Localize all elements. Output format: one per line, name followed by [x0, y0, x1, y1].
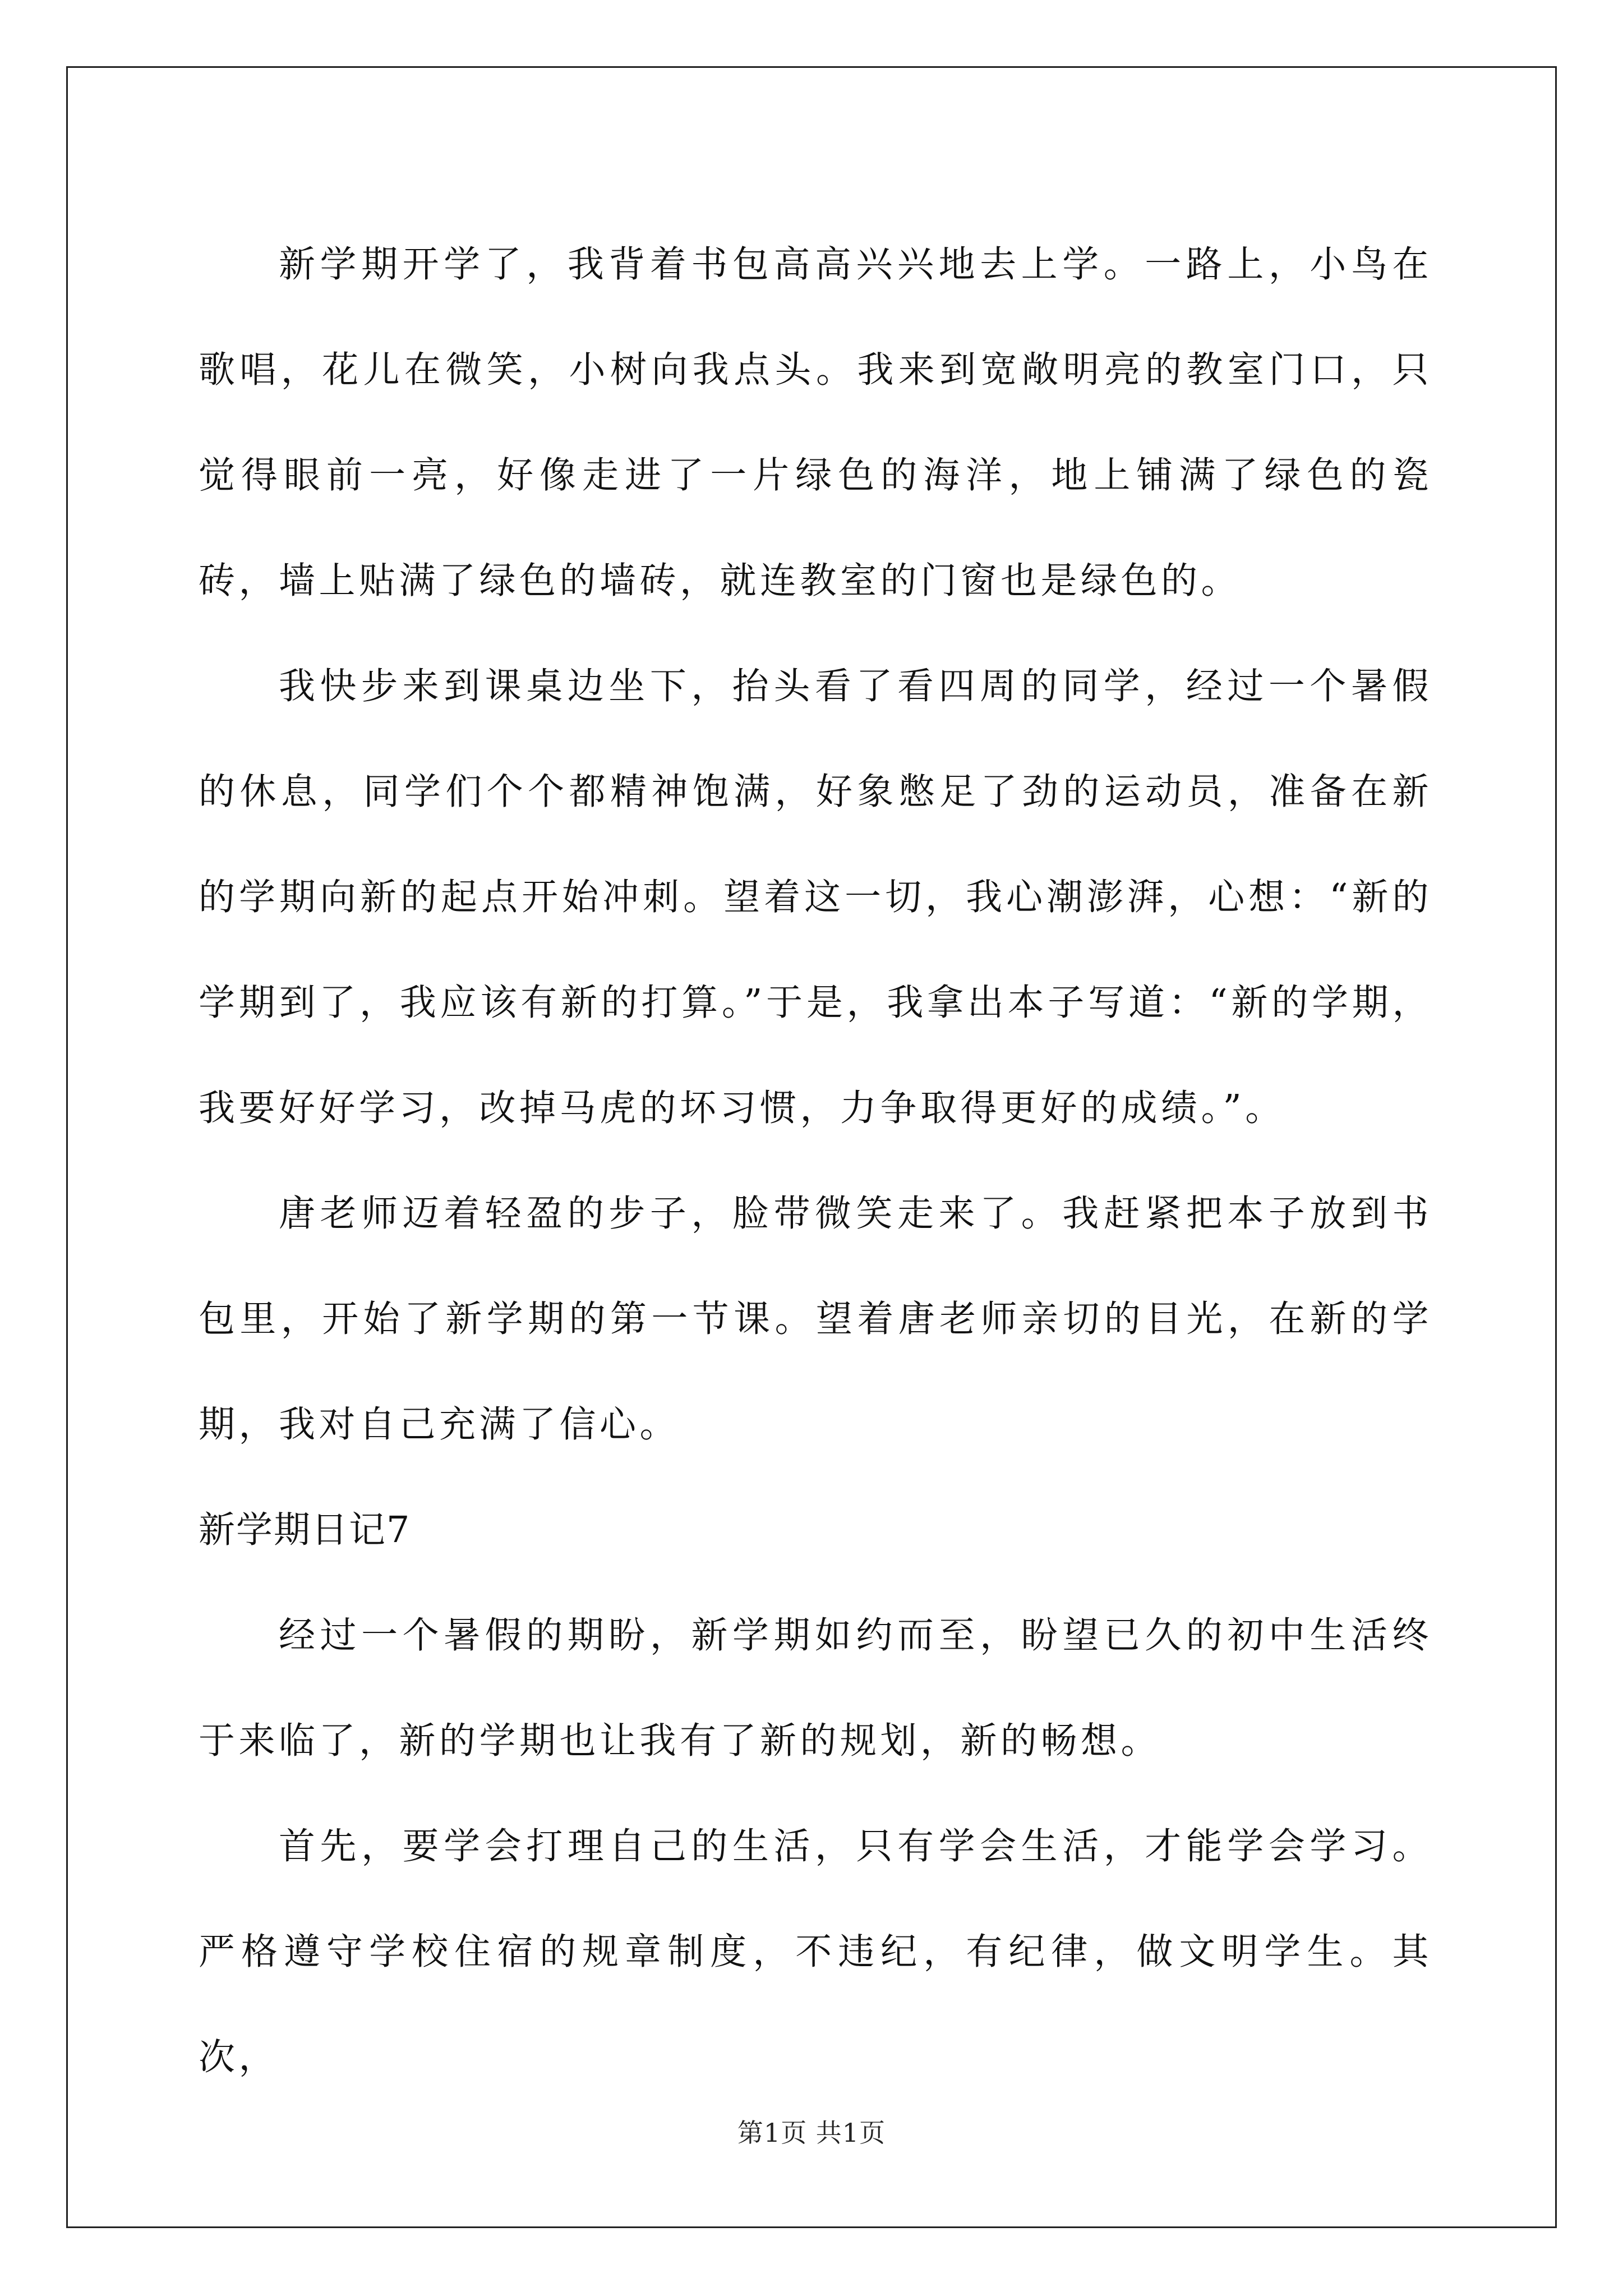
paragraph-first-day: 新学期开学了，我背着书包高高兴兴地去上学。一路上，小鸟在歌唱，花儿在微笑，小树向我点头。我来到宽敞明亮的教室门口，只觉得眼前一亮，好像走进了一片绿色的海洋，地上铺满了绿色的瓷砖，墙上贴满了绿色的墙砖，就连教室的门窗也是绿色的。 — [199, 243, 1432, 602]
paragraph-teacher: 唐老师迈着轻盈的步子，脸带微笑走来了。我赶紧把本子放到书包里，开始了新学期的第一节课。望着唐老师亲切的目光，在新的学期，我对自己充满了信心。 — [199, 1193, 1432, 1446]
paragraph-plans: 首先，要学会打理自己的生活，只有学会生活，才能学会学习。严格遵守学校住宿的规章制度，不违纪，有纪律，做文明学生。其次， — [199, 1825, 1432, 2078]
document-body — [199, 212, 1432, 2110]
paragraph-classmates: 我快步来到课桌边坐下，抬头看了看四周的同学，经过一个暑假的休息，同学们个个都精神饱满，好象憋足了劲的运动员，准备在新的学期向新的起点开始冲刺。望着这一切，我心潮澎湃，心想：“新的学期到了，我应该有新的打算。”于是，我拿出本子写道：“新的学期，我要好好学习，改掉马虎的坏习惯，力争取得更好的成绩。”。 — [199, 665, 1432, 1129]
page-footer: 第1页 共1页 — [737, 2118, 886, 2148]
section-heading: 新学期日记7 — [199, 1509, 411, 1551]
paragraph-middle-school: 经过一个暑假的期盼，新学期如约而至，盼望已久的初中生活终于来临了，新的学期也让我有了新的规划，新的畅想。 — [199, 1614, 1432, 1762]
